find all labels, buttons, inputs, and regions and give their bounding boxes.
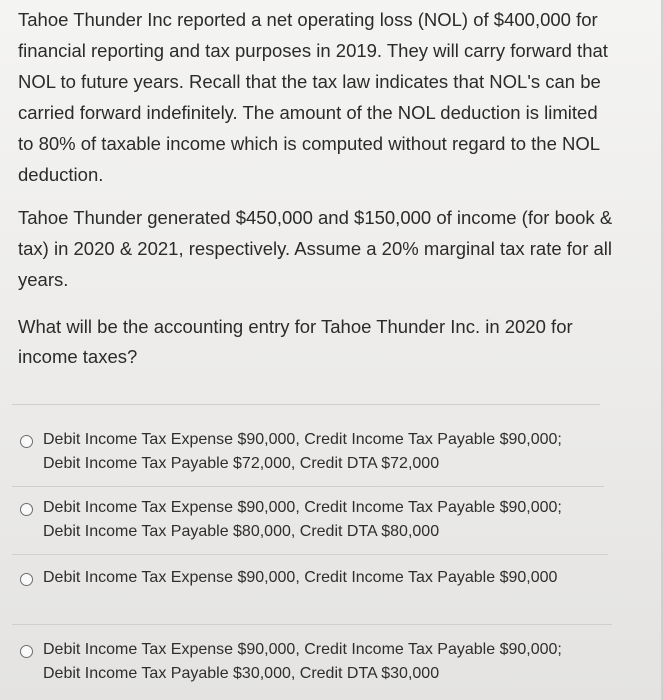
radio-button[interactable] xyxy=(20,645,33,658)
answer-option-2[interactable] xyxy=(20,496,620,544)
answer-option-label: Debit Income Tax Expense $90,000, Credit Income Tax Payable $90,000; Debit Income Tax Payable $72,000, Credit DTA $72,000 xyxy=(43,431,562,472)
radio-button[interactable] xyxy=(20,503,33,516)
answer-option-label: Debit Income Tax Expense $90,000, Credit Income Tax Payable $90,000; Debit Income Tax Payable $80,000, Credit DTA $80,000 xyxy=(43,499,562,540)
question-paragraph-nol: Tahoe Thunder Inc reported a net operating loss (NOL) of $400,000 for financial reporting and tax purposes in 2019. They will carry forward that NOL to future years. Recall that the tax law indicates that NOL's can be carried forward indefinitely. The amount of the NOL deduction is limited to 80% of taxable income which is computed without regard to the NOL deduction. xyxy=(18,9,608,185)
answer-option-4[interactable] xyxy=(20,638,620,686)
radio-button[interactable] xyxy=(20,435,33,448)
answer-option-label: Debit Income Tax Expense $90,000, Credit Income Tax Payable $90,000 xyxy=(43,569,558,586)
answer-option-1[interactable] xyxy=(20,428,620,476)
divider xyxy=(12,624,612,625)
radio-button[interactable] xyxy=(20,573,33,586)
answer-option-label: Debit Income Tax Expense $90,000, Credit Income Tax Payable $90,000; Debit Income Tax Payable $30,000, Credit DTA $30,000 xyxy=(43,641,562,682)
divider xyxy=(12,554,608,555)
divider xyxy=(12,486,604,487)
question-prompt: What will be the accounting entry for Tahoe Thunder Inc. in 2020 for income taxes? xyxy=(18,316,573,367)
answer-option-3[interactable] xyxy=(20,566,620,590)
question-paragraph-income: Tahoe Thunder generated $450,000 and $150,000 of income (for book & tax) in 2020 & 2021, respectively. Assume a 20% marginal tax rate for all years. xyxy=(18,207,613,290)
divider xyxy=(12,404,600,405)
